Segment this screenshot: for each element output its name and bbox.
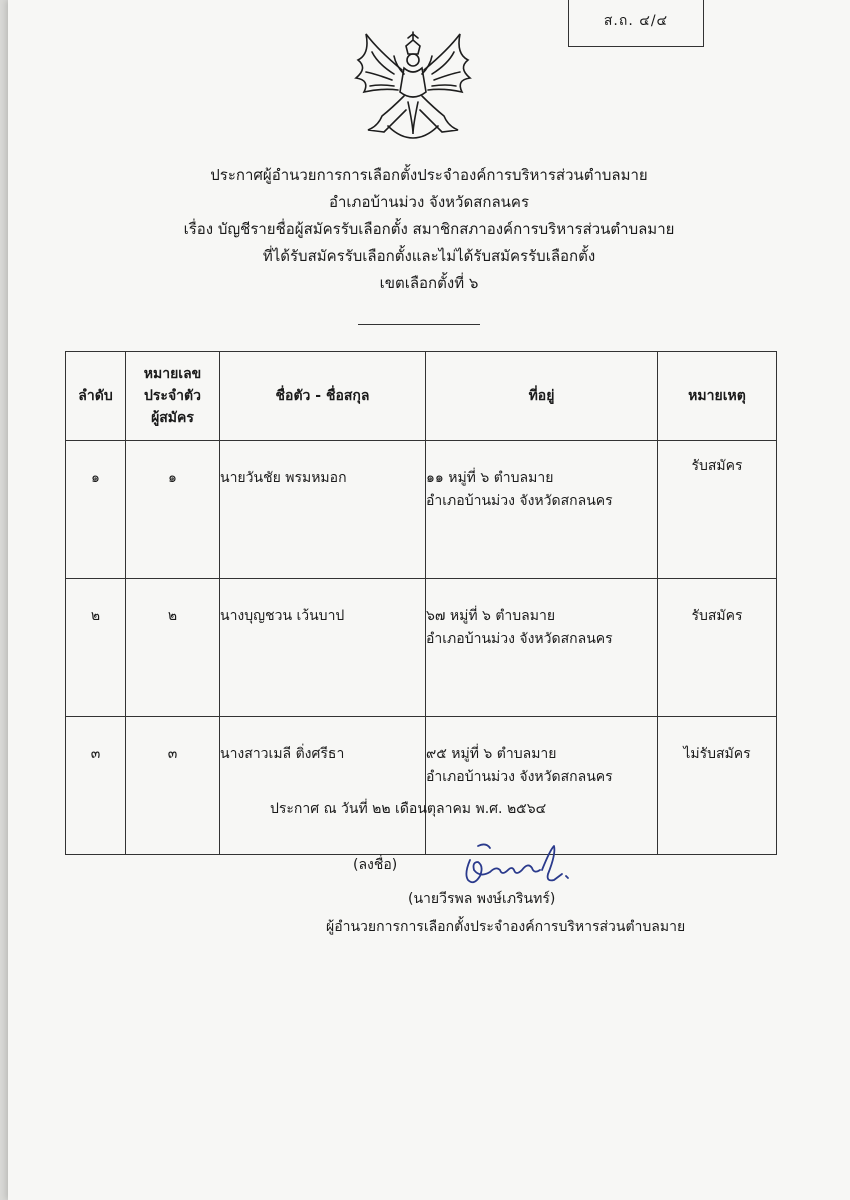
- address-line-2: อำเภอบ้านม่วง จังหวัดสกลนคร: [426, 493, 613, 509]
- header-line-5: เขตเลือกตั้งที่ ๖: [379, 274, 479, 292]
- announcement-header: [8, 162, 850, 297]
- row-address: [426, 717, 658, 855]
- row-address: [426, 441, 658, 579]
- document-page: [8, 0, 850, 1200]
- address-line-1: ๙๕ หมู่ที่ ๖ ตำบลมาย: [426, 746, 557, 762]
- form-code: ส.ถ. ๔/๔: [603, 13, 669, 29]
- header-remark: หมายเหตุ: [658, 352, 777, 441]
- row-order: ๑: [66, 441, 126, 579]
- header-line-4: ที่ได้รับสมัครรับเลือกตั้งและไม่ได้รับสมัครรับเลือกตั้ง: [262, 247, 596, 265]
- row-number: ๑: [126, 441, 220, 579]
- table-row: [66, 717, 777, 855]
- signer-name: (นายวีรพล พงษ์เภรินทร์): [408, 891, 556, 907]
- header-number-line-1: หมายเลข: [143, 366, 202, 382]
- table-row: [66, 441, 777, 579]
- header-address: ที่อยู่: [426, 352, 658, 441]
- address-line-2: อำเภอบ้านม่วง จังหวัดสกลนคร: [426, 631, 613, 647]
- sign-label: (ลงชื่อ): [353, 857, 398, 873]
- row-address: [426, 579, 658, 717]
- header-number-line-2: ประจำตัว: [144, 388, 201, 404]
- form-code-box: [568, 0, 704, 47]
- row-remark: รับสมัคร: [658, 579, 777, 717]
- header-line-1: ประกาศผู้อำนวยการการเลือกตั้งประจำองค์การบริหารส่วนตำบลมาย: [210, 166, 648, 184]
- table-row: [66, 579, 777, 717]
- announcement-date: ประกาศ ณ วันที่ ๒๒ เดือนตุลาคม พ.ศ. ๒๕๖๔: [270, 801, 547, 817]
- row-name: นางสาวเมลี ติ่งศรีธา: [220, 717, 426, 855]
- address-line-1: ๖๗ หมู่ที่ ๖ ตำบลมาย: [426, 608, 556, 624]
- row-name: นางบุญชวน เว้นบาป: [220, 579, 426, 717]
- header-divider: [358, 324, 480, 325]
- row-number: ๒: [126, 579, 220, 717]
- header-number-line-3: ผู้สมัคร: [151, 410, 194, 426]
- row-order: ๓: [66, 717, 126, 855]
- header-line-3: เรื่อง บัญชีรายชื่อผู้สมัครรับเลือกตั้ง สมาชิกสภาองค์การบริหารส่วนตำบลมาย: [183, 220, 675, 238]
- garuda-emblem-icon: [348, 30, 478, 140]
- header-line-2: อำเภอบ้านม่วง จังหวัดสกลนคร: [329, 193, 529, 211]
- address-line-1: ๑๑ หมู่ที่ ๖ ตำบลมาย: [426, 470, 554, 486]
- row-number: ๓: [126, 717, 220, 855]
- table-header-row: [66, 352, 777, 441]
- signer-title: ผู้อำนวยการการเลือกตั้งประจำองค์การบริหารส่วนตำบลมาย: [326, 919, 686, 935]
- header-number: [126, 352, 220, 441]
- row-remark: ไม่รับสมัคร: [658, 717, 777, 855]
- row-remark: รับสมัคร: [658, 441, 777, 579]
- handwritten-signature-icon: [450, 840, 580, 890]
- row-name: นายวันชัย พรมหมอก: [220, 441, 426, 579]
- candidate-table: [65, 351, 777, 855]
- header-name: ชื่อตัว - ชื่อสกุล: [220, 352, 426, 441]
- header-order: ลำดับ: [66, 352, 126, 441]
- address-line-2: อำเภอบ้านม่วง จังหวัดสกลนคร: [426, 769, 613, 785]
- row-order: ๒: [66, 579, 126, 717]
